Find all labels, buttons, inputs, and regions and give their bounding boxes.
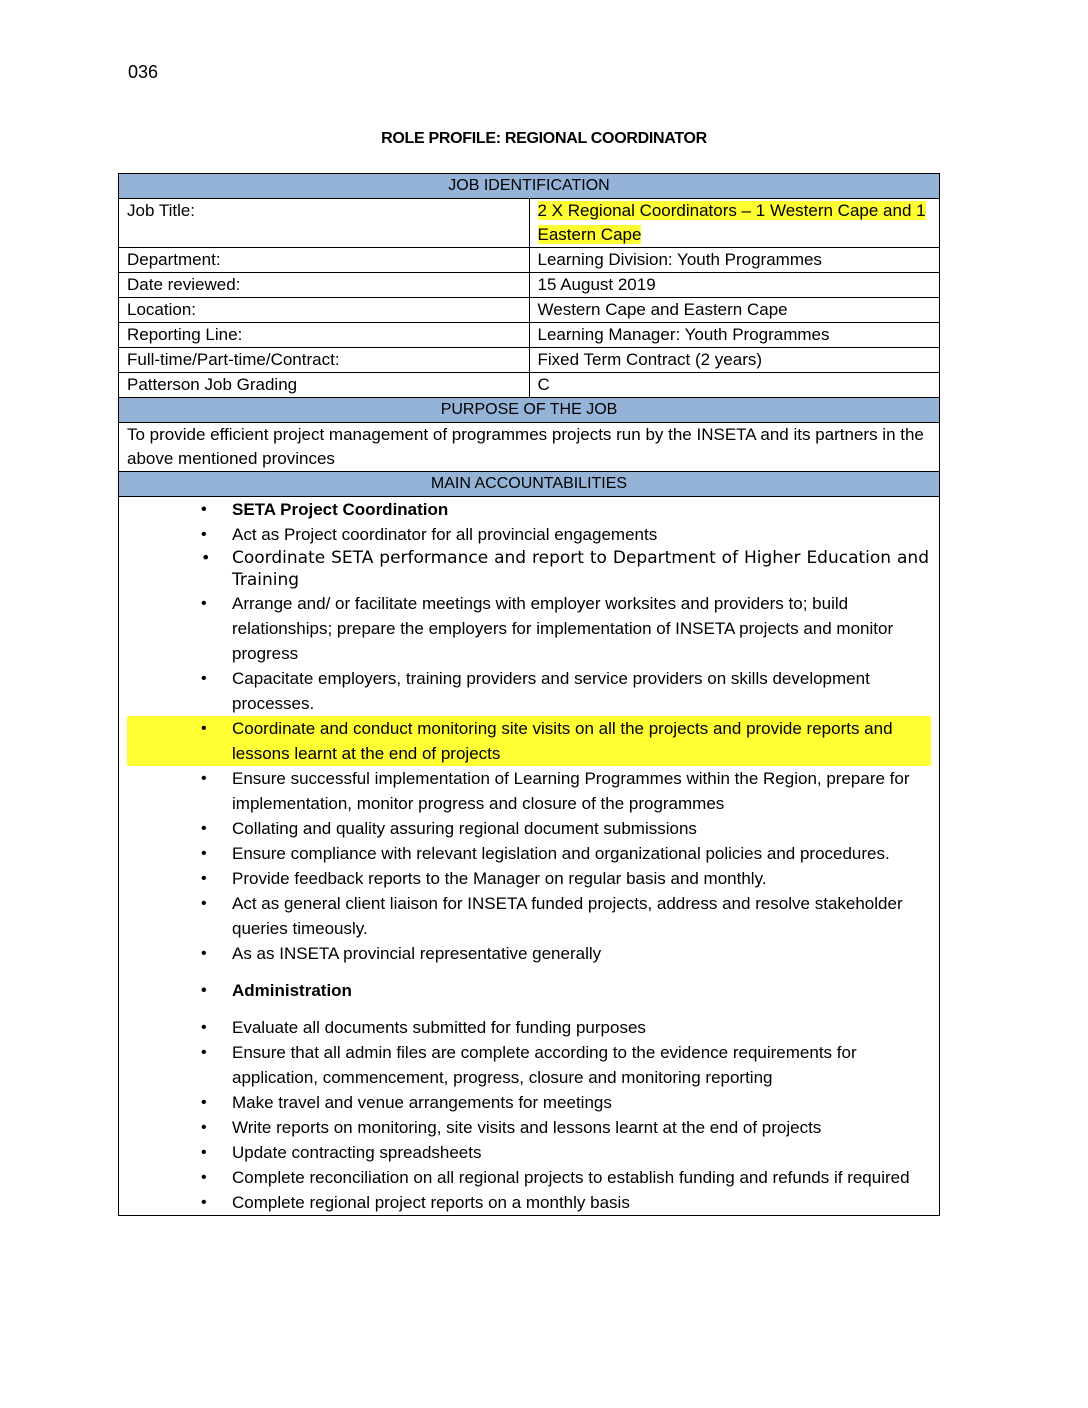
list-item: • Act as general client liaison for INSETA funded projects, address and resolve stakeholder queries timeously. [127, 891, 931, 941]
field-label-date-reviewed: Date reviewed: [119, 273, 530, 298]
field-label-job-grading: Patterson Job Grading [119, 373, 530, 398]
bullet-icon: • [201, 1119, 207, 1136]
field-value-job-title [529, 199, 940, 248]
table-row [119, 323, 940, 348]
section-main-accountabilities: MAIN ACCOUNTABILITIES [119, 472, 940, 497]
list-item: • As as INSETA provincial representative generally [127, 941, 931, 966]
field-label-contract-type: Full-time/Part-time/Contract: [119, 348, 530, 373]
list-item: • Arrange and/ or facilitate meetings with employer worksites and providers to; build relationships; prepare the employers for implementation of INSETA projects and monitor progress [127, 591, 931, 666]
list-item: • Ensure successful implementation of Learning Programmes within the Region, prepare for implementation, monitor progress and closure of the programmes [127, 766, 931, 816]
list-item: • Write reports on monitoring, site visits and lessons learnt at the end of projects [127, 1115, 931, 1140]
table-row [119, 248, 940, 273]
bullet-icon: • [201, 720, 207, 737]
role-profile-table [118, 173, 940, 1216]
bullet-icon: • [201, 770, 207, 787]
section-job-identification: JOB IDENTIFICATION [119, 174, 940, 199]
list-item: • Ensure that all admin files are complete according to the evidence requirements for application, commencement, progress, closure and monitoring reporting [127, 1040, 931, 1090]
list-item: • Update contracting spreadsheets [127, 1140, 931, 1165]
field-value-contract-type: Fixed Term Contract (2 years) [529, 348, 940, 373]
accountabilities-list [127, 497, 931, 1215]
bullet-icon: • [201, 1194, 207, 1211]
list-item-highlighted: • Coordinate and conduct monitoring site visits on all the projects and provide reports and lessons learnt at the end of projects [127, 716, 931, 766]
bullet-icon: • [201, 945, 207, 962]
bullet-icon: • [201, 845, 207, 862]
bullet-icon: • [201, 1094, 207, 1111]
bullet-icon: • [201, 1144, 207, 1161]
accountabilities-cell [119, 497, 940, 1216]
list-item: • Complete regional project reports on a monthly basis [127, 1190, 931, 1215]
bullet-icon: • [201, 1169, 207, 1186]
field-value-department: Learning Division: Youth Programmes [529, 248, 940, 273]
field-label-location: Location: [119, 298, 530, 323]
bullet-icon: • [201, 820, 207, 837]
list-item: • Collating and quality assuring regional document submissions [127, 816, 931, 841]
field-value-location: Western Cape and Eastern Cape [529, 298, 940, 323]
purpose-text: To provide efficient project management of programmes projects run by the INSETA and its partners in the above mentioned provinces [119, 423, 940, 472]
page-number: 036 [128, 62, 159, 82]
table-row [119, 373, 940, 398]
table-row [119, 273, 940, 298]
field-label-department: Department: [119, 248, 530, 273]
bullet-icon: • [201, 670, 207, 687]
bullet-icon: • [201, 595, 207, 612]
bullet-icon: • [201, 895, 207, 912]
bullet-icon: • [201, 1019, 207, 1036]
field-label-job-title: Job Title: [119, 199, 530, 248]
field-value-job-grading: C [529, 373, 940, 398]
list-item: • SETA Project Coordination [127, 497, 931, 522]
bullet-icon: • [201, 870, 207, 887]
list-item: • Coordinate SETA performance and report to Department of Higher Education and Training [201, 548, 929, 590]
field-value-date-reviewed: 15 August 2019 [529, 273, 940, 298]
field-value-reporting-line: Learning Manager: Youth Programmes [529, 323, 940, 348]
page-title: ROLE PROFILE: REGIONAL COORDINATOR [381, 130, 707, 147]
bullet-icon: • [201, 548, 211, 567]
bullet-icon: • [201, 501, 207, 518]
bullet-icon: • [201, 982, 207, 999]
table-row [119, 199, 940, 248]
list-item: • Administration [127, 978, 931, 1003]
list-item: • Act as Project coordinator for all provincial engagements [127, 522, 931, 547]
list-item: • Provide feedback reports to the Manager on regular basis and monthly. [127, 866, 931, 891]
bullet-icon: • [201, 526, 207, 543]
list-item: • Make travel and venue arrangements for meetings [127, 1090, 931, 1115]
table-row [119, 348, 940, 373]
field-label-reporting-line: Reporting Line: [119, 323, 530, 348]
list-item: • Ensure compliance with relevant legislation and organizational policies and procedures. [127, 841, 931, 866]
section-purpose: PURPOSE OF THE JOB [119, 398, 940, 423]
bullet-icon: • [201, 1044, 207, 1061]
list-item: • Complete reconciliation on all regional projects to establish funding and refunds if required [127, 1165, 931, 1190]
highlighted-job-title: 2 X Regional Coordinators – 1 Western Cape and 1 Eastern Cape [537, 201, 926, 244]
table-row [119, 298, 940, 323]
list-item: • Capacitate employers, training providers and service providers on skills development processes. [127, 666, 931, 716]
list-item: • Evaluate all documents submitted for funding purposes [127, 1015, 931, 1040]
